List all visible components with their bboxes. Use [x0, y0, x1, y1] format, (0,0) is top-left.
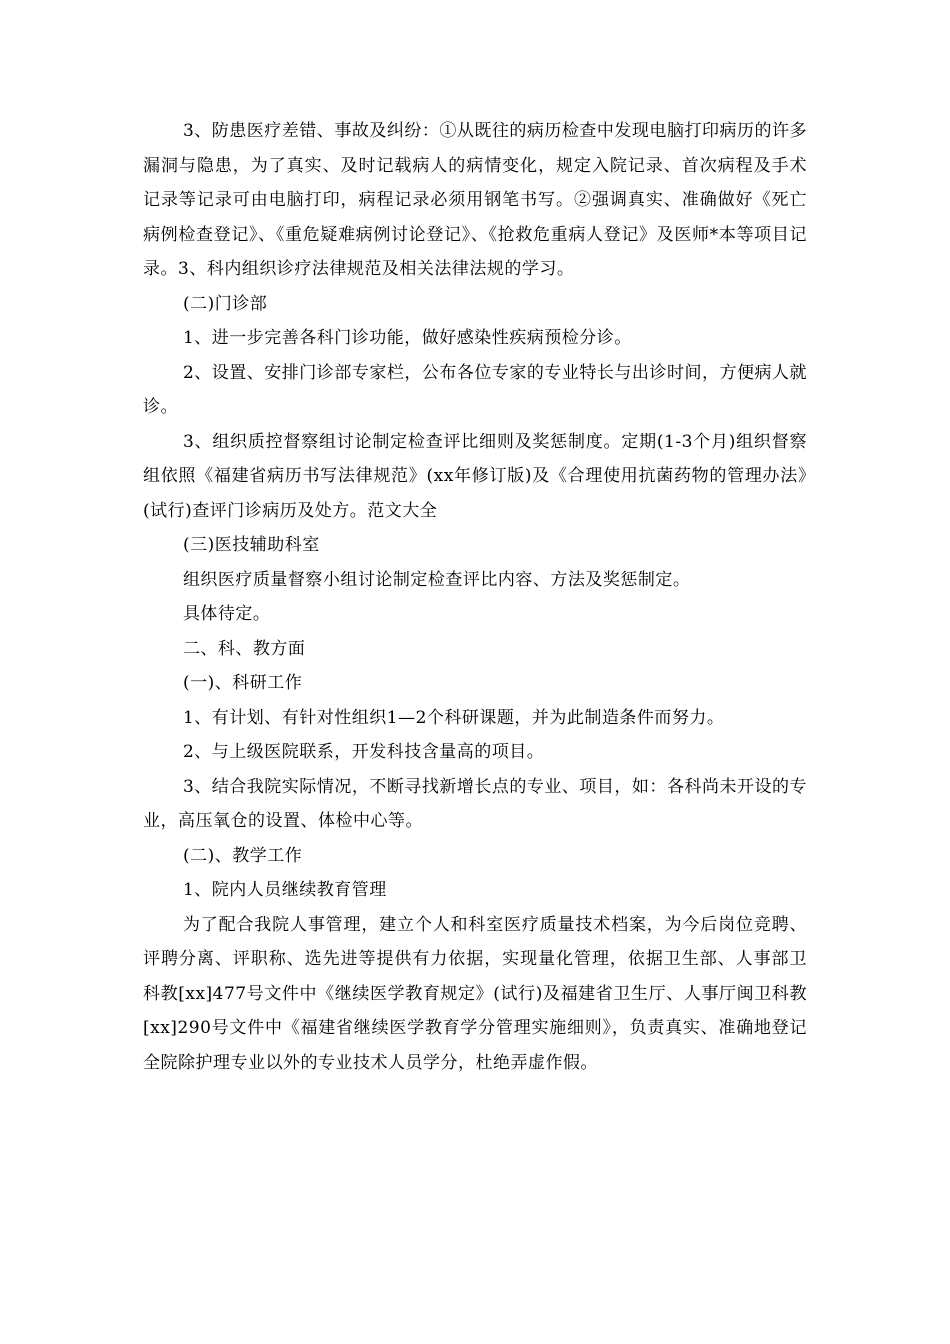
paragraph-research-item-1: 1、有计划、有针对性组织1—2个科研课题，并为此制造条件而努力。 [182, 707, 725, 728]
paragraph-continuing-education-details: 为了配合我院人事管理，建立个人和科室医疗质量技术档案，为今后岗位竞聘、评聘分离、评职称、选先进等提供有力依据，实现量化管理，依据卫生部、人事部卫科教[xx]477号文件中《继续医学教育规定》(试行)及福建省卫生厅、人事厅闽卫科教[xx]290号文件中《福建省继续医学教育学分管理实施细则》，负责真实、准确地登记全院除护理专业以外的专业技术人员学分，杜绝弄虚作假。 [143, 914, 807, 1073]
heading-teaching-work: (二)、教学工作 [182, 845, 303, 866]
paragraph-outpatient-item-3: 3、组织质控督察组讨论制定检查评比细则及奖惩制度。定期(1-3个月)组织督察组依照《福建省病历书写法律规范》(xx年修订版)及《合理使用抗菌药物的管理办法》(试行)查评门诊病历及处方。范文大全 [143, 431, 807, 521]
paragraph-outpatient-item-2: 2、设置、安排门诊部专家栏，公布各位专家的专业特长与出诊时间，方便病人就诊。 [143, 362, 807, 417]
heading-outpatient-department: (二)门诊部 [182, 293, 268, 314]
heading-continuing-education: 1、院内人员继续教育管理 [182, 880, 387, 900]
paragraph-research-item-3: 3、结合我院实际情况，不断寻找新增长点的专业、项目，如：各科尚未开设的专业，高压氧仓的设置、体检中心等。 [143, 776, 807, 831]
heading-medical-technology-departments: (三)医技辅助科室 [182, 535, 320, 555]
paragraph-quality-supervision: 组织医疗质量督察小组讨论制定检查评比内容、方法及奖惩制定。 [182, 569, 691, 590]
heading-research-work: (一)、科研工作 [182, 673, 303, 693]
document-page [143, 114, 807, 1080]
paragraph-medical-dispute-prevention: 3、防患医疗差错、事故及纠纷：①从既往的病历检查中发现电脑打印病历的许多漏洞与隐患，为了真实、及时记载病人的病情变化，规定入院记录、首次病程及手术记录等记录可由电脑打印，病程记录必须用钢笔书写。②强调真实、准确做好《死亡病例检查登记》、《重危疑难病例讨论登记》、《抢救危重病人登记》及医师*本等项目记录。3、科内组织诊疗法律规范及相关法律法规的学习。 [143, 121, 807, 279]
paragraph-to-be-determined: 具体待定。 [182, 604, 271, 624]
paragraph-outpatient-item-1: 1、进一步完善各科门诊功能，做好感染性疾病预检分诊。 [182, 328, 632, 348]
paragraph-research-item-2: 2、与上级医院联系，开发科技含量高的项目。 [182, 742, 545, 762]
heading-research-and-teaching: 二、科、教方面 [182, 638, 306, 659]
